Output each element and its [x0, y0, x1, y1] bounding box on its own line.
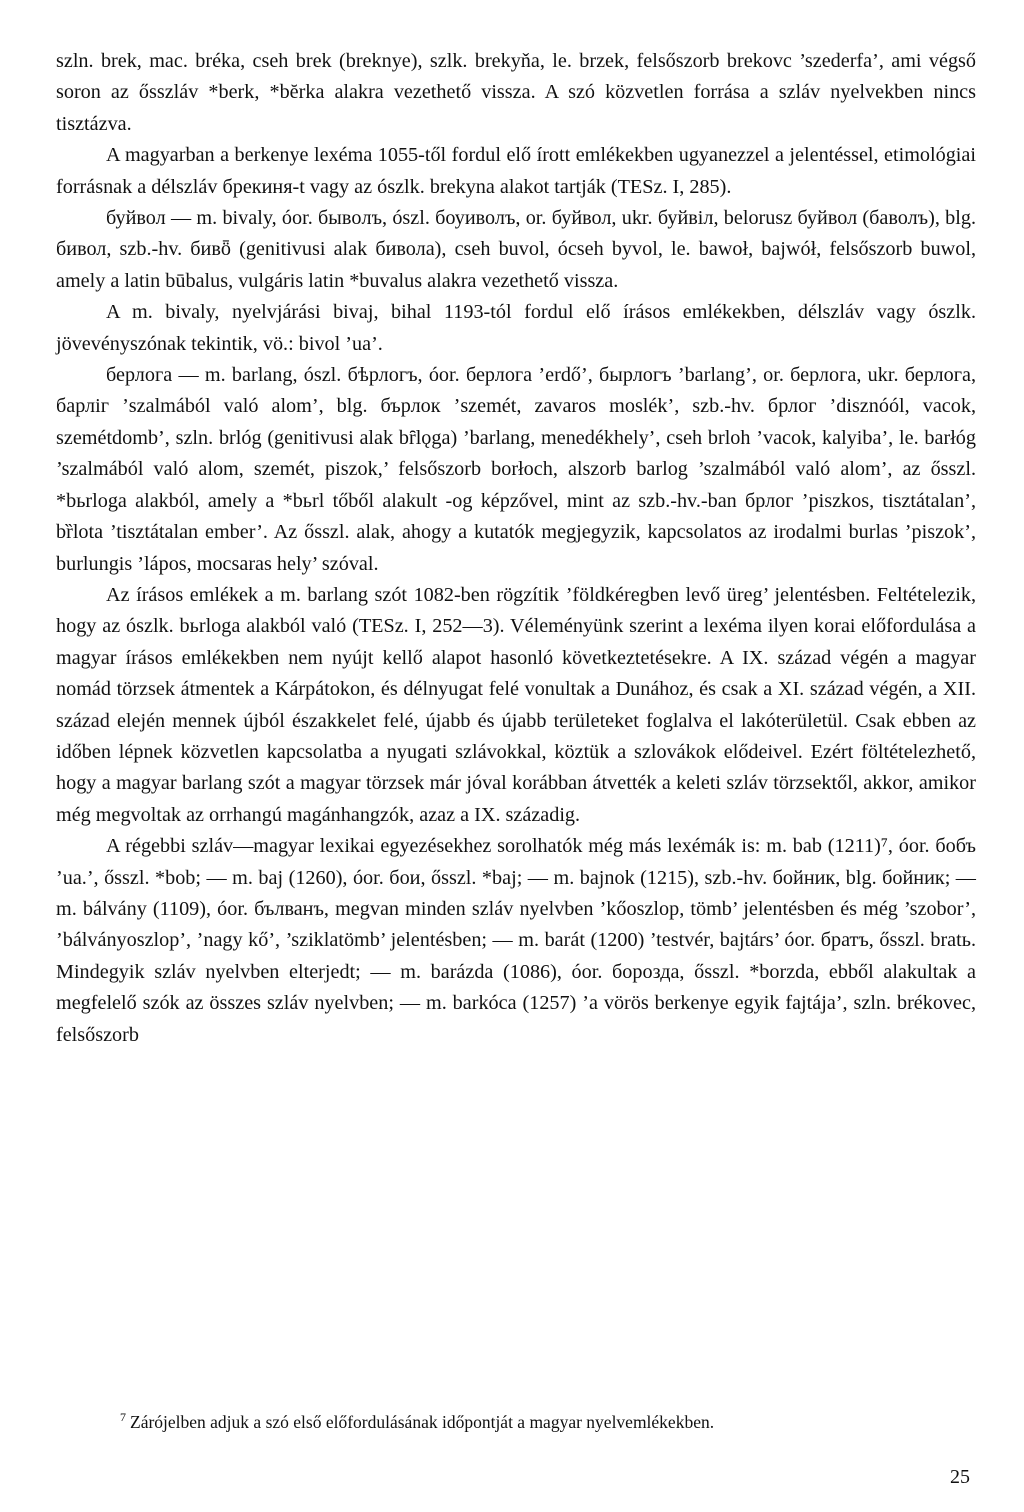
paragraph-brekovc: szln. brek, mac. bréka, cseh brek (breknye), szlk. brekyňa, le. brzek, felsőszorb brekovc ’szederfa’, ami végső soron az ősszláv *berk, *bĕrka alakra vezethető vissza. A szó közvetlen forrása a szláv nyelvekben nincs tisztázva.: [56, 50, 976, 135]
footnote-text: Zárójelben adjuk a szó első előfordulásának időpontját a magyar nyelvemlékekben.: [130, 1411, 715, 1432]
paragraph-bivaly: A m. bivaly, nyelvjárási bivaj, bihal 1193-tól fordul elő írásos emlékekben, délszláv vagy ószlk. jövevényszónak tekintik, vö.: bivol ’ua’.: [56, 301, 976, 355]
page-number: 25: [950, 1466, 970, 1488]
footnote: [120, 1410, 980, 1433]
paragraph-barlang: Az írásos emlékek a m. barlang szót 1082-ben rögzítik ’földkéregben levő üreg’ jelentésben. Feltételezik, hogy az ószlk. bьrloga alakból való (TESz. I, 252—3). Véleményünk szerint a lexéma ilyen korai előfordulása a magyar írásos emlékekben nem nyújt kellő alapot hasonló következtetésekre. A IX. század végén a magyar nomád törzsek átmentek a Kárpátokon, és délnyugat felé vonultak a Dunához, és csak a XI. század végén, a XII. század elején mennek újból északkelet felé, újabb és újabb területeket foglalva el lakóterületül. Csak ebben az időben lépnek közvetlen kapcsolatba a nyugati szlávokkal, köztük a szlovákok elődeivel. Ezért föltételezhető, hogy a magyar barlang szót a magyar törzsek már jóval korábban átvették a keleti szláv törzsektől, akkor, amikor még megvoltak az orrhangú magánhangzók, azaz a IX. századig.: [56, 583, 976, 826]
paragraph-berloga: берлога — m. barlang, ószl. бѣрлогъ, óor. берлога ’erdő’, бырлогъ ’barlang’, or. берлога, ukr. берлога, барліг ’szalmából való alom’, blg. бърлок ’szemét, zavaros moslék’, szb.-hv. брлог ’disznóól, vacok, szemétdomb’, szln. brlóg (genitivusi alak bȓlǫga) ’barlang, menedékhely’, cseh brloh ’vacok, kalyiba’, le. barłóg ’szalmából való alom, szemét, piszok,’ felsőszorb borłoch, alszorb barlog ’szalmából való alom’, az ősszl. *bьrloga alakból, amely a *bьrl tőből alakult -og képzővel, mint az szb.-hv.-ban брлог ’piszkos, tisztátalan’, bȑlota ’tisztátalan ember’. Az ősszl. alak, ahogy a kutatók megjegyzik, kapcsolatos az irodalmi burlas ’piszok’, burlungis ’lápos, mocsaras hely’ szóval.: [56, 364, 976, 575]
paragraph-bujvol: буйвол — m. bivaly, óor. бывoлъ, ószl. боуиволъ, or. буйвол, ukr. буйвiл, belorusz буйвол (баволъ), blg. бивол, szb.-hv. бивȫ (genitivusi alak бивола), cseh buvol, ócseh byvol, le. bawoł, bajwół, felsőszorb buwol, amely a latin būbalus, vulgáris latin *buvalus alakra vezethető vissza.: [56, 207, 976, 292]
paragraph-lexical-matches: A régebbi szláv—magyar lexikai egyezésekhez sorolhatók még más lexémák is: m. bab (1211)⁷, óor. бобъ ’ua.’, ősszl. *bob; — m. baj (1260), óor. бои, ősszl. *baj; — m. bajnok (1215), szb.-hv. бойник, blg. бойник; — m. bálvány (1109), óor. бълванъ, megvan minden szláv nyelvben ’kőoszlop, tömb’ jelentésben és még ’szobor’, ’bálványoszlop’, ’nagy kő’, ’sziklatömb’ jelentésben; — m. barát (1200) ’testvér, bajtárs’ óor. братъ, ősszl. bratь. Mindegyik szláv nyelvben elterjedt; — m. barázda (1086), óor. борозда, ősszl. *borzda, ebből alakultak a megfelelő szók az összes szláv nyelvben; — m. barkóca (1257) ’a vörös berkenye egyik fajtája’, szln. brékovec, felsőszorb: [56, 835, 976, 1046]
footnote-marker: 7: [120, 1410, 126, 1424]
paragraph-berkenye: A magyarban a berkenye lexéma 1055-től fordul elő írott emlékekben ugyanezzel a jelentéssel, etimológiai forrásnak a délszláv брекиня-t vagy az ószlk. brekyna alakot tartják (TESz. I, 285).: [56, 144, 976, 198]
page-body: [56, 46, 976, 1051]
